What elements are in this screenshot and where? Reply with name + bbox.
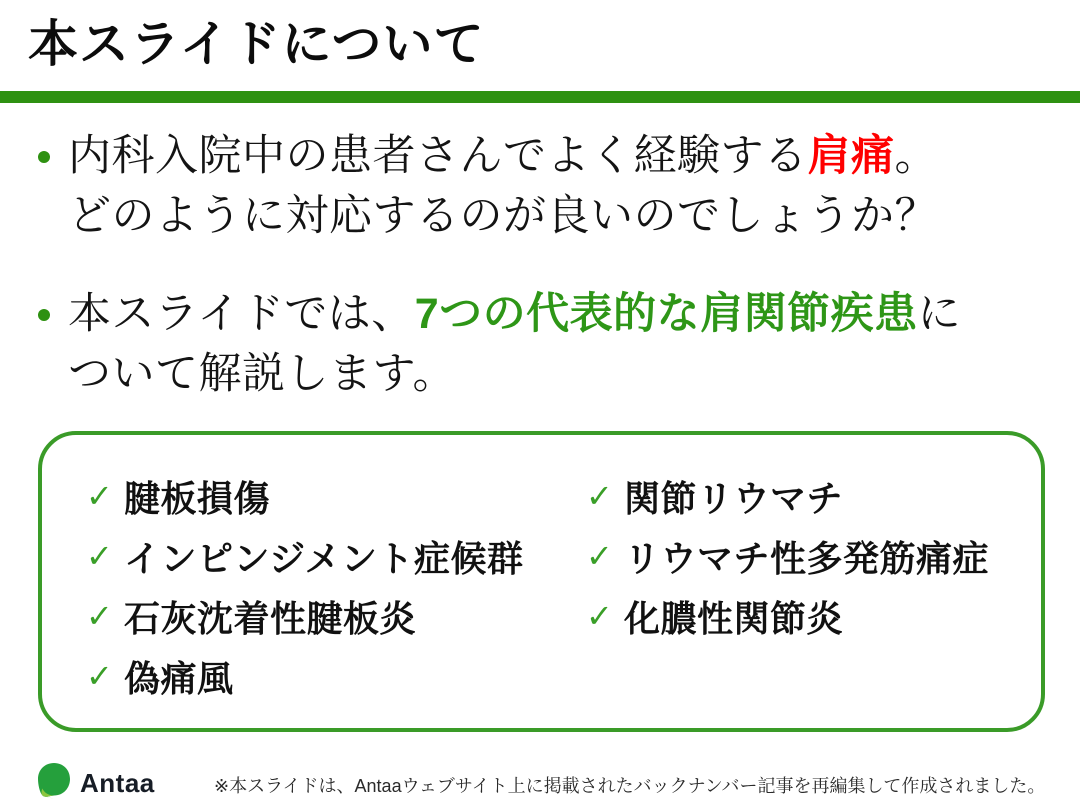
antaa-logo-text: Antaa [80,768,155,798]
bullet-1-line2: どのように対応するのが良いのでしょうか？ [68,192,938,240]
checklist-item-label: 石灰沈着性腱板炎 [124,597,417,639]
bullet-dot-icon [38,151,50,163]
check-icon: ✓ [86,598,113,634]
checklist-item [86,597,586,639]
checklist-item [86,657,586,699]
title-underline-bar [0,91,1080,103]
bullet-text-1 [68,126,938,246]
checklist-item-label: インピンジメント症候群 [124,537,524,579]
footer [0,756,1080,810]
check-icon: ✓ [86,478,113,514]
bullet-text-2 [68,284,961,404]
checklist-item-label: 化膿性関節炎 [624,597,844,639]
bullet-list [38,126,1043,442]
bullet-2-highlight-green: 7つの代表的な肩関節疾患 [414,290,918,338]
bullet-2-post: に [917,290,962,338]
checklist-item-label: 偽痛風 [124,657,234,699]
bullet-2-pre: 本スライドでは、 [68,290,415,338]
checklist-item-label: リウマチ性多発筋痛症 [624,537,990,579]
bullet-2-line2: ついて解説します。 [68,350,457,398]
check-icon: ✓ [86,538,113,574]
checklist-item [86,537,586,579]
bullet-1-highlight-red: 肩痛 [807,132,895,180]
checklist-item [586,537,990,579]
bullet-item-2 [38,284,1043,404]
check-icon: ✓ [586,538,613,574]
bullet-item-1 [38,126,1043,246]
antaa-logo-icon [36,762,72,800]
bullet-dot-icon [38,309,50,321]
checklist-item-label: 腱板損傷 [124,477,271,519]
disease-checklist-box [38,431,1045,732]
bullet-1-pre: 内科入院中の患者さんでよく経験する [68,132,808,180]
checklist-item [86,477,586,519]
checklist-item [586,477,989,519]
check-icon: ✓ [86,658,113,694]
checklist-item-label: 関節リウマチ [624,477,844,519]
checklist-item [586,597,989,639]
check-icon: ✓ [586,478,613,514]
page-title: 本スライドについて [28,16,485,72]
checklist-column-left [86,477,586,728]
bullet-1-post: 。 [894,132,938,180]
footer-disclaimer: ※本スライドは、Antaaウェブサイト上に掲載されたバックナンバー記事を再編集して作成されました。 [214,776,1046,796]
checklist-column-right [586,477,989,728]
check-icon: ✓ [586,598,613,634]
